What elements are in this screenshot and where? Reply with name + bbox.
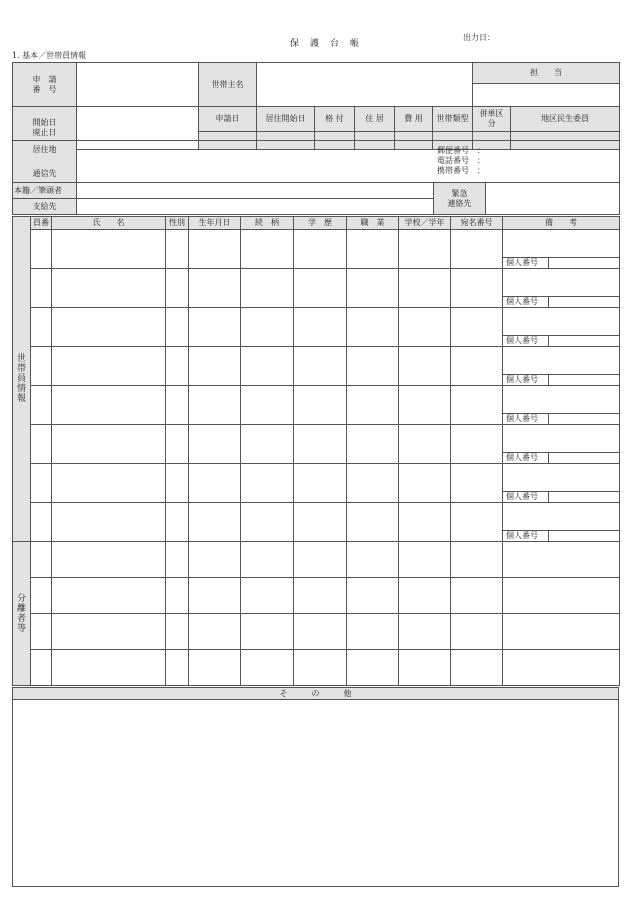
separated-cell[interactable] bbox=[347, 542, 399, 578]
separated-cell[interactable] bbox=[241, 542, 294, 578]
other-value[interactable] bbox=[13, 700, 619, 887]
member-cell[interactable] bbox=[189, 269, 241, 308]
separated-cell[interactable] bbox=[347, 578, 399, 614]
application-number-value[interactable] bbox=[77, 63, 199, 107]
member-cell[interactable] bbox=[52, 503, 166, 542]
member-cell[interactable] bbox=[451, 308, 503, 347]
member-cell[interactable] bbox=[294, 230, 347, 269]
member-cell[interactable] bbox=[347, 503, 399, 542]
honseki-label: 本籍／筆頭者 bbox=[13, 183, 77, 199]
member-cell[interactable] bbox=[294, 347, 347, 386]
members-side-char: 報 bbox=[16, 394, 26, 404]
member-cell[interactable] bbox=[451, 347, 503, 386]
column-header: 員番 bbox=[31, 217, 52, 230]
member-cell[interactable] bbox=[294, 386, 347, 425]
separated-side-char: 等 bbox=[16, 623, 26, 634]
member-cell[interactable] bbox=[451, 464, 503, 503]
start-end-label: 開始日 廃止日 bbox=[13, 107, 77, 150]
separated-cell[interactable] bbox=[31, 542, 52, 578]
separated-cell[interactable] bbox=[166, 650, 189, 686]
application-date-label: 申請日 bbox=[199, 107, 257, 132]
column-header: 職 業 bbox=[347, 217, 399, 230]
member-cell[interactable] bbox=[166, 425, 189, 464]
column-header: 性別 bbox=[166, 217, 189, 230]
personal-number-field[interactable] bbox=[503, 491, 619, 502]
separated-cell[interactable] bbox=[189, 614, 241, 650]
personal-number-box[interactable] bbox=[549, 296, 619, 307]
household-type-label: 世帯類型 bbox=[433, 107, 473, 132]
member-cell[interactable] bbox=[52, 425, 166, 464]
remarks-cell[interactable] bbox=[503, 308, 620, 347]
separated-row bbox=[13, 650, 620, 686]
member-cell[interactable] bbox=[52, 347, 166, 386]
member-cell[interactable] bbox=[189, 464, 241, 503]
personal-number-label: 個人番号 bbox=[503, 257, 549, 268]
member-cell[interactable] bbox=[294, 425, 347, 464]
column-header: 備 考 bbox=[503, 217, 620, 230]
member-cell[interactable] bbox=[347, 308, 399, 347]
members-side-char: 情 bbox=[16, 384, 26, 394]
member-cell[interactable] bbox=[241, 464, 294, 503]
member-cell[interactable] bbox=[189, 347, 241, 386]
member-cell[interactable] bbox=[399, 308, 451, 347]
member-cell[interactable] bbox=[52, 230, 166, 269]
member-cell[interactable] bbox=[294, 308, 347, 347]
members-table bbox=[12, 216, 620, 686]
member-cell[interactable] bbox=[241, 347, 294, 386]
separated-cell[interactable] bbox=[241, 650, 294, 686]
member-cell[interactable] bbox=[399, 347, 451, 386]
member-row bbox=[13, 230, 620, 269]
hiyo-label: 費 用 bbox=[395, 107, 433, 132]
member-cell[interactable] bbox=[31, 347, 52, 386]
separated-cell[interactable] bbox=[294, 614, 347, 650]
address-value[interactable] bbox=[77, 141, 620, 183]
member-cell[interactable] bbox=[52, 269, 166, 308]
personal-number-field[interactable] bbox=[503, 413, 619, 424]
personal-number-label: 個人番号 bbox=[503, 374, 549, 385]
separated-cell[interactable] bbox=[166, 614, 189, 650]
member-cell[interactable] bbox=[399, 230, 451, 269]
member-cell[interactable] bbox=[166, 464, 189, 503]
member-cell[interactable] bbox=[451, 269, 503, 308]
separated-cell[interactable] bbox=[52, 650, 166, 686]
separated-cell[interactable] bbox=[52, 578, 166, 614]
column-header: 学校／学年 bbox=[399, 217, 451, 230]
member-cell[interactable] bbox=[241, 503, 294, 542]
separated-side-label bbox=[13, 542, 31, 686]
personal-number-label: 個人番号 bbox=[503, 335, 549, 346]
member-cell[interactable] bbox=[294, 503, 347, 542]
column-header: 生年月日 bbox=[189, 217, 241, 230]
member-cell[interactable] bbox=[189, 230, 241, 269]
member-cell[interactable] bbox=[347, 386, 399, 425]
personal-number-box[interactable] bbox=[549, 491, 619, 502]
separated-cell[interactable] bbox=[399, 542, 451, 578]
separated-cell[interactable] bbox=[347, 614, 399, 650]
member-cell[interactable] bbox=[241, 308, 294, 347]
separated-cell[interactable] bbox=[347, 650, 399, 686]
personal-number-field[interactable] bbox=[503, 296, 619, 307]
district-commissioner-label: 地区民生委員 bbox=[511, 107, 620, 132]
member-cell[interactable] bbox=[399, 503, 451, 542]
separated-cell[interactable] bbox=[189, 650, 241, 686]
postal-label: 郵便番号 ： bbox=[437, 146, 485, 155]
member-row bbox=[13, 464, 620, 503]
member-cell[interactable] bbox=[451, 425, 503, 464]
personal-number-label: 個人番号 bbox=[503, 296, 549, 307]
member-cell[interactable] bbox=[166, 230, 189, 269]
member-cell[interactable] bbox=[52, 308, 166, 347]
basic-info-table bbox=[12, 62, 620, 150]
member-cell[interactable] bbox=[451, 386, 503, 425]
personal-number-box[interactable] bbox=[549, 413, 619, 424]
member-cell[interactable] bbox=[241, 269, 294, 308]
separated-side-char: 離 bbox=[16, 603, 26, 614]
member-cell[interactable] bbox=[241, 230, 294, 269]
member-cell[interactable] bbox=[166, 308, 189, 347]
mobile-label: 携帯番号 ： bbox=[437, 166, 485, 175]
separated-cell[interactable] bbox=[189, 542, 241, 578]
member-cell[interactable] bbox=[166, 386, 189, 425]
separated-cell[interactable] bbox=[503, 614, 620, 650]
column-header: 続 柄 bbox=[241, 217, 294, 230]
member-cell[interactable] bbox=[399, 464, 451, 503]
member-cell[interactable] bbox=[189, 425, 241, 464]
member-cell[interactable] bbox=[166, 503, 189, 542]
separated-cell[interactable] bbox=[31, 578, 52, 614]
member-row bbox=[13, 425, 620, 464]
separated-cell[interactable] bbox=[294, 542, 347, 578]
separated-cell[interactable] bbox=[451, 542, 503, 578]
separated-cell[interactable] bbox=[52, 614, 166, 650]
member-cell[interactable] bbox=[347, 425, 399, 464]
separated-cell[interactable] bbox=[399, 650, 451, 686]
separated-side-char: 者 bbox=[16, 613, 26, 624]
separated-cell[interactable] bbox=[294, 578, 347, 614]
separated-cell[interactable] bbox=[189, 578, 241, 614]
jukyo-label: 住 居 bbox=[355, 107, 395, 132]
personal-number-box[interactable] bbox=[549, 335, 619, 346]
household-head-label: 世帯主名 bbox=[199, 63, 257, 107]
personal-number-box[interactable] bbox=[549, 452, 619, 463]
address-labels bbox=[13, 141, 77, 183]
remarks-cell[interactable] bbox=[503, 386, 620, 425]
remarks-cell[interactable] bbox=[503, 230, 620, 269]
separated-cell[interactable] bbox=[503, 578, 620, 614]
member-row bbox=[13, 308, 620, 347]
member-row bbox=[13, 386, 620, 425]
shikyu-label: 支給先 bbox=[13, 199, 77, 215]
personal-number-box[interactable] bbox=[549, 257, 619, 268]
address-table bbox=[12, 140, 620, 183]
personal-number-label: 個人番号 bbox=[503, 530, 549, 541]
member-cell[interactable] bbox=[451, 230, 503, 269]
output-date-label: 出力日： bbox=[463, 33, 495, 42]
household-head-value[interactable] bbox=[257, 63, 473, 107]
contact-address-label: 通信先 bbox=[32, 169, 57, 178]
separated-row bbox=[13, 578, 620, 614]
separated-cell[interactable] bbox=[399, 614, 451, 650]
member-cell[interactable] bbox=[347, 464, 399, 503]
members-side-label bbox=[13, 217, 31, 542]
separated-cell[interactable] bbox=[294, 650, 347, 686]
remarks-cell[interactable] bbox=[503, 347, 620, 386]
separated-cell[interactable] bbox=[503, 650, 620, 686]
personal-number-box[interactable] bbox=[549, 374, 619, 385]
separated-cell[interactable] bbox=[503, 542, 620, 578]
separated-cell[interactable] bbox=[451, 578, 503, 614]
separated-cell[interactable] bbox=[451, 650, 503, 686]
member-cell[interactable] bbox=[189, 308, 241, 347]
personal-number-field[interactable] bbox=[503, 335, 619, 346]
member-cell[interactable] bbox=[31, 269, 52, 308]
column-header: 宛名番号 bbox=[451, 217, 503, 230]
separated-row bbox=[13, 614, 620, 650]
remarks-cell[interactable] bbox=[503, 503, 620, 542]
page-title: 保 護 台 帳 bbox=[290, 39, 361, 49]
member-cell[interactable] bbox=[31, 464, 52, 503]
member-cell[interactable] bbox=[52, 386, 166, 425]
member-cell[interactable] bbox=[166, 347, 189, 386]
section-heading: 1. 基本／世帯員情報 bbox=[12, 51, 87, 60]
member-cell[interactable] bbox=[52, 464, 166, 503]
member-cell[interactable] bbox=[31, 386, 52, 425]
other-label: そ の 他 bbox=[13, 688, 619, 700]
member-cell[interactable] bbox=[399, 269, 451, 308]
honseki-table bbox=[12, 182, 620, 215]
separated-cell[interactable] bbox=[31, 614, 52, 650]
member-cell[interactable] bbox=[451, 503, 503, 542]
remarks-cell[interactable] bbox=[503, 464, 620, 503]
member-row bbox=[13, 503, 620, 542]
emergency-value[interactable] bbox=[486, 183, 620, 215]
members-side-char: 帯 bbox=[16, 364, 26, 374]
separated-cell[interactable] bbox=[52, 542, 166, 578]
separated-cell[interactable] bbox=[241, 578, 294, 614]
member-row bbox=[13, 347, 620, 386]
personal-number-label: 個人番号 bbox=[503, 452, 549, 463]
address-label: 居住地 bbox=[32, 145, 57, 154]
separated-cell[interactable] bbox=[166, 542, 189, 578]
personal-number-label: 個人番号 bbox=[503, 491, 549, 502]
member-cell[interactable] bbox=[241, 386, 294, 425]
member-cell[interactable] bbox=[189, 503, 241, 542]
column-header: 氏 名 bbox=[52, 217, 166, 230]
heitan-label: 併単区 分 bbox=[473, 107, 511, 132]
remarks-cell[interactable] bbox=[503, 269, 620, 308]
personal-number-label: 個人番号 bbox=[503, 413, 549, 424]
remarks-cell[interactable] bbox=[503, 425, 620, 464]
member-cell[interactable] bbox=[31, 230, 52, 269]
member-cell[interactable] bbox=[31, 503, 52, 542]
member-cell[interactable] bbox=[31, 425, 52, 464]
honseki-value[interactable] bbox=[77, 183, 434, 199]
member-cell[interactable] bbox=[294, 464, 347, 503]
personal-number-field[interactable] bbox=[503, 257, 619, 268]
separated-cell[interactable] bbox=[166, 578, 189, 614]
personal-number-box[interactable] bbox=[549, 530, 619, 541]
member-cell[interactable] bbox=[241, 425, 294, 464]
kakufu-label: 格 付 bbox=[315, 107, 355, 132]
personal-number-field[interactable] bbox=[503, 530, 619, 541]
member-cell[interactable] bbox=[31, 308, 52, 347]
phone-label: 電話番号 ： bbox=[437, 156, 485, 165]
member-cell[interactable] bbox=[399, 425, 451, 464]
residence-start-label: 居住開始日 bbox=[257, 107, 315, 132]
tanto-value[interactable] bbox=[473, 84, 620, 107]
member-cell[interactable] bbox=[347, 269, 399, 308]
separated-cell[interactable] bbox=[31, 650, 52, 686]
column-header: 学 歴 bbox=[294, 217, 347, 230]
member-cell[interactable] bbox=[294, 269, 347, 308]
tanto-label: 担 当 bbox=[473, 63, 620, 84]
separated-row bbox=[13, 542, 620, 578]
member-cell[interactable] bbox=[347, 347, 399, 386]
member-row bbox=[13, 269, 620, 308]
personal-number-field[interactable] bbox=[503, 452, 619, 463]
members-side-char: 世 bbox=[16, 354, 26, 364]
separated-cell[interactable] bbox=[399, 578, 451, 614]
separated-cell[interactable] bbox=[241, 614, 294, 650]
member-cell[interactable] bbox=[166, 269, 189, 308]
members-side-char: 員 bbox=[16, 374, 26, 384]
other-table bbox=[12, 687, 619, 887]
member-cell[interactable] bbox=[347, 230, 399, 269]
member-cell[interactable] bbox=[189, 386, 241, 425]
separated-side-char: 分 bbox=[16, 593, 26, 604]
personal-number-field[interactable] bbox=[503, 374, 619, 385]
application-number-label: 申 請 番 号 bbox=[13, 63, 77, 107]
member-cell[interactable] bbox=[399, 386, 451, 425]
shikyu-value[interactable] bbox=[77, 199, 434, 215]
emergency-label: 緊急 連絡先 bbox=[434, 183, 486, 215]
separated-cell[interactable] bbox=[451, 614, 503, 650]
